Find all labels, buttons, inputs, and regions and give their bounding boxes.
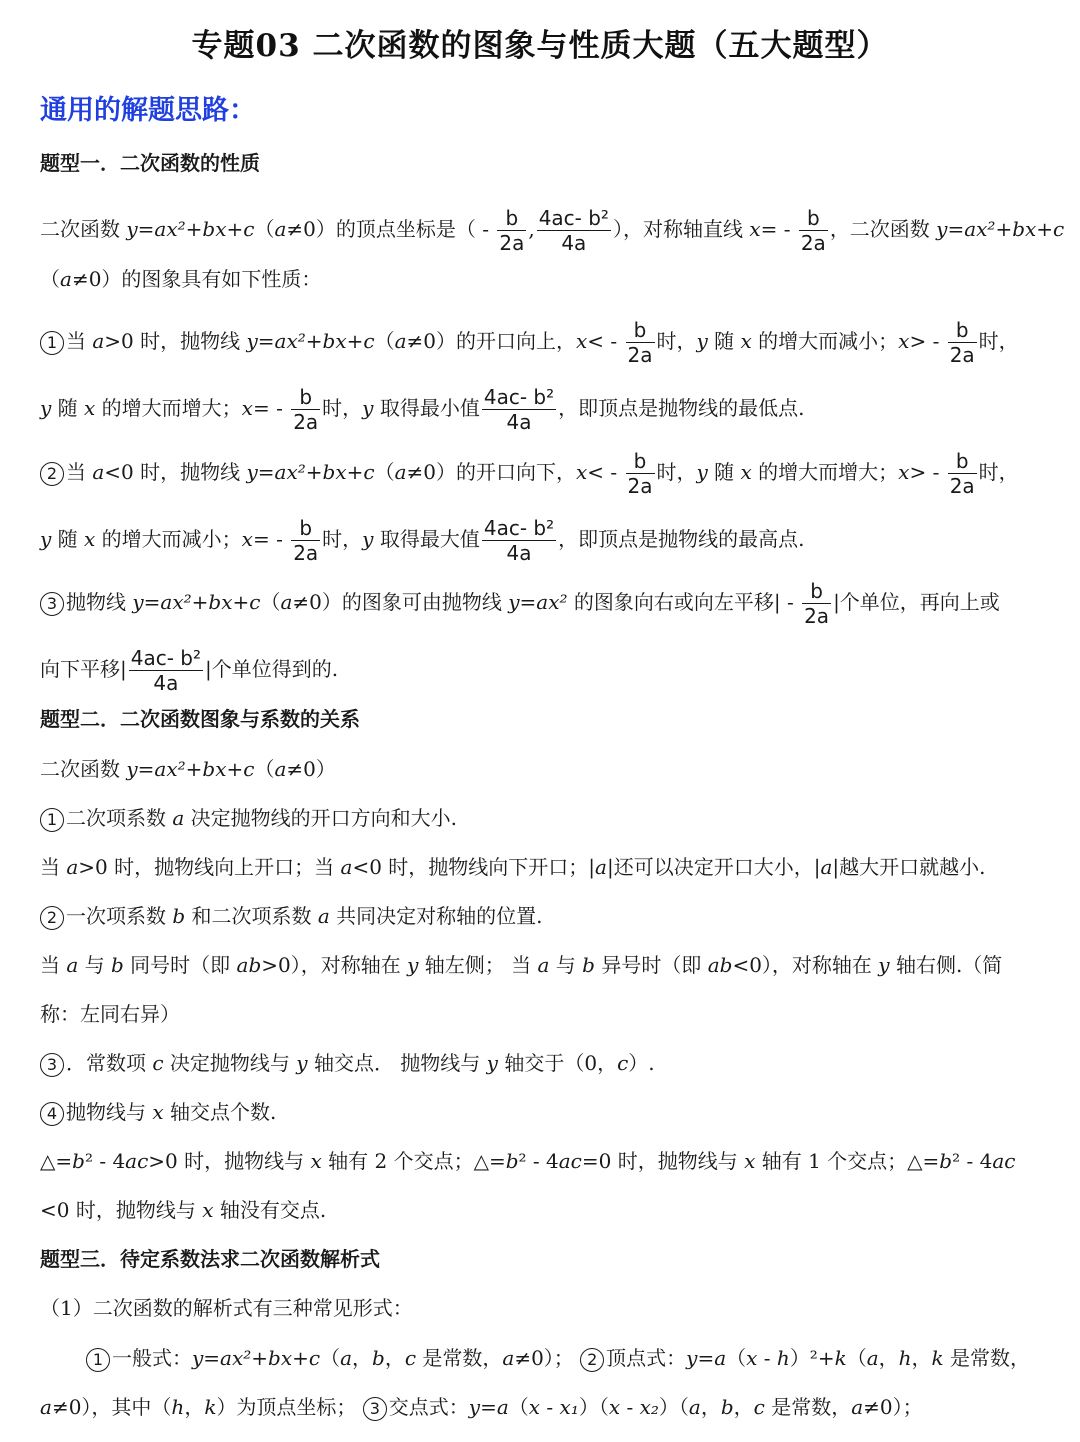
circled-number-2: 2 [580,1348,604,1372]
circled-number-1: 1 [86,1348,110,1372]
circled-number-3: 3 [363,1397,387,1421]
fraction-vertex-y: $\frac{\text{4ac- b²}}{4a}$ [483,516,555,565]
sec3-line-3: a≠0），其中（h，k）为顶点坐标； 3 交点式：y=a（x - x₁）（x - x₂）（a，b，c 是常数，a≠0）； [40,1395,923,1419]
sec2-line-6: 称：左同右异） [40,1002,180,1026]
circled-number-3: 3 [40,592,64,616]
sec2-heading: 题型二．二次函数图象与系数的关系 [40,707,360,731]
sec2-line-2: 1 二次项系数 a 决定抛物线的开口方向和大小. [40,803,457,833]
sec2-line-5: 当 a 与 b 同号时（即 ab>0），对称轴在 y 轴左侧； 当 a 与 b 异号时（即 ab<0），对称轴在 y 轴右侧.（简 [40,953,1003,977]
fraction-b-over-2a: $\frac{b}{2a}$ [804,579,830,628]
fraction-b-over-2a: $\frac{b}{2a}$ [293,385,319,434]
sec3-line-1: （1）二次函数的解析式有三种常见形式： [40,1296,413,1320]
circled-number-4: 4 [40,1102,64,1126]
sec3-heading: 题型三．待定系数法求二次函数解析式 [40,1247,380,1271]
circled-number-2: 2 [40,462,64,486]
sec1-line-4: y 随 x 的增大而增大；x= - $\frac{b}{2a}$ 时，y 取得最小值 $\frac{\text{4ac- b²}}{4a}$ ，即顶点是抛物线的最低点. [40,385,805,434]
sec2-line-8: 4 抛物线与 x 轴交点个数. [40,1097,276,1127]
sec2-line-9: △=b² - 4ac>0 时，抛物线与 x 轴有 2 个交点；△=b² - 4ac=0 时，抛物线与 x 轴有 1 个交点；△=b² - 4ac [40,1149,1016,1173]
fraction-b-over-2a: $\frac{b}{2a}$ [627,318,653,367]
sec1-line-1: 二次函数 y=ax²+bx+c（a≠0）的顶点坐标是（ - $\frac{b}{2a}$ , $\frac{\text{4ac- b²}}{4a}$ ），对称轴直线 x= - $\frac{b}{2a}$ ，二次函数 y=ax²+bx+c [40,206,1065,255]
sec2-line-7: 3 ．常数项 c 决定抛物线与 y 轴交点． 抛物线与 y 轴交于（0，c）. [40,1048,655,1078]
fraction-b-over-2a: $\frac{b}{2a}$ [293,516,319,565]
fraction-b-over-2a: $\frac{b}{2a}$ [949,449,975,498]
circled-number-3: 3 [40,1053,64,1077]
fraction-vertex-y: $\frac{\text{4ac- b²}}{4a}$ [538,206,609,255]
sec2-line-1: 二次函数 y=ax²+bx+c（a≠0） [40,757,336,781]
fraction-b-over-2a: $\frac{b}{2a}$ [499,206,525,255]
page-title: 专题03 二次函数的图象与性质大题（五大题型） [191,28,889,64]
sec1-line-2: （a≠0）的图象具有如下性质： [40,267,322,291]
circled-number-1: 1 [40,331,64,355]
fraction-b-over-2a: $\frac{b}{2a}$ [627,449,653,498]
sec1-heading: 题型一．二次函数的性质 [40,151,260,175]
sec3-line-2: 1 一般式：y=ax²+bx+c（a，b，c 是常数，a≠0）； 2 顶点式：y=a（x - h）²+k（a，h，k 是常数， [86,1343,1030,1373]
section-subtitle: 通用的解题思路： [40,95,256,126]
circled-number-1: 1 [40,808,64,832]
sec1-line-3: 1 当 a>0 时，抛物线 y=ax²+bx+c（a≠0）的开口向上，x< - $\frac{b}{2a}$ 时，y 随 x 的增大而减小；x> - $\frac{b}{2a}$ 时， [40,318,1019,367]
sec1-line-7: 3 抛物线 y=ax²+bx+c（a≠0）的图象可由抛物线 y=ax² 的图象向右或向左平移| - $\frac{b}{2a}$ |个单位，再向上或 [40,579,1000,628]
fraction-b-over-2a: $\frac{b}{2a}$ [800,206,826,255]
fraction-vertex-y: $\frac{\text{4ac- b²}}{4a}$ [483,385,555,434]
sec1-line-6: y 随 x 的增大而减小；x= - $\frac{b}{2a}$ 时，y 取得最大值 $\frac{\text{4ac- b²}}{4a}$ ，即顶点是抛物线的最高点. [40,516,805,565]
circled-number-2: 2 [40,906,64,930]
sec1-line-8: 向下平移| $\frac{\text{4ac- b²}}{4a}$ |个单位得到的. [40,646,339,695]
sec2-line-10: <0 时，抛物线与 x 轴没有交点. [40,1198,327,1222]
sec2-line-4: 2 一次项系数 b 和二次项系数 a 共同决定对称轴的位置. [40,901,543,931]
fraction-b-over-2a: $\frac{b}{2a}$ [949,318,975,367]
sec1-line-5: 2 当 a<0 时，抛物线 y=ax²+bx+c（a≠0）的开口向下，x< - $\frac{b}{2a}$ 时，y 随 x 的增大而增大；x> - $\frac{b}{2a}$ 时， [40,449,1019,498]
fraction-vertex-y: $\frac{\text{4ac- b²}}{4a}$ [130,646,202,695]
sec2-line-3: 当 a>0 时，抛物线向上开口；当 a<0 时，抛物线向下开口；|a|还可以决定开口大小，|a|越大开口就越小. [40,855,986,879]
